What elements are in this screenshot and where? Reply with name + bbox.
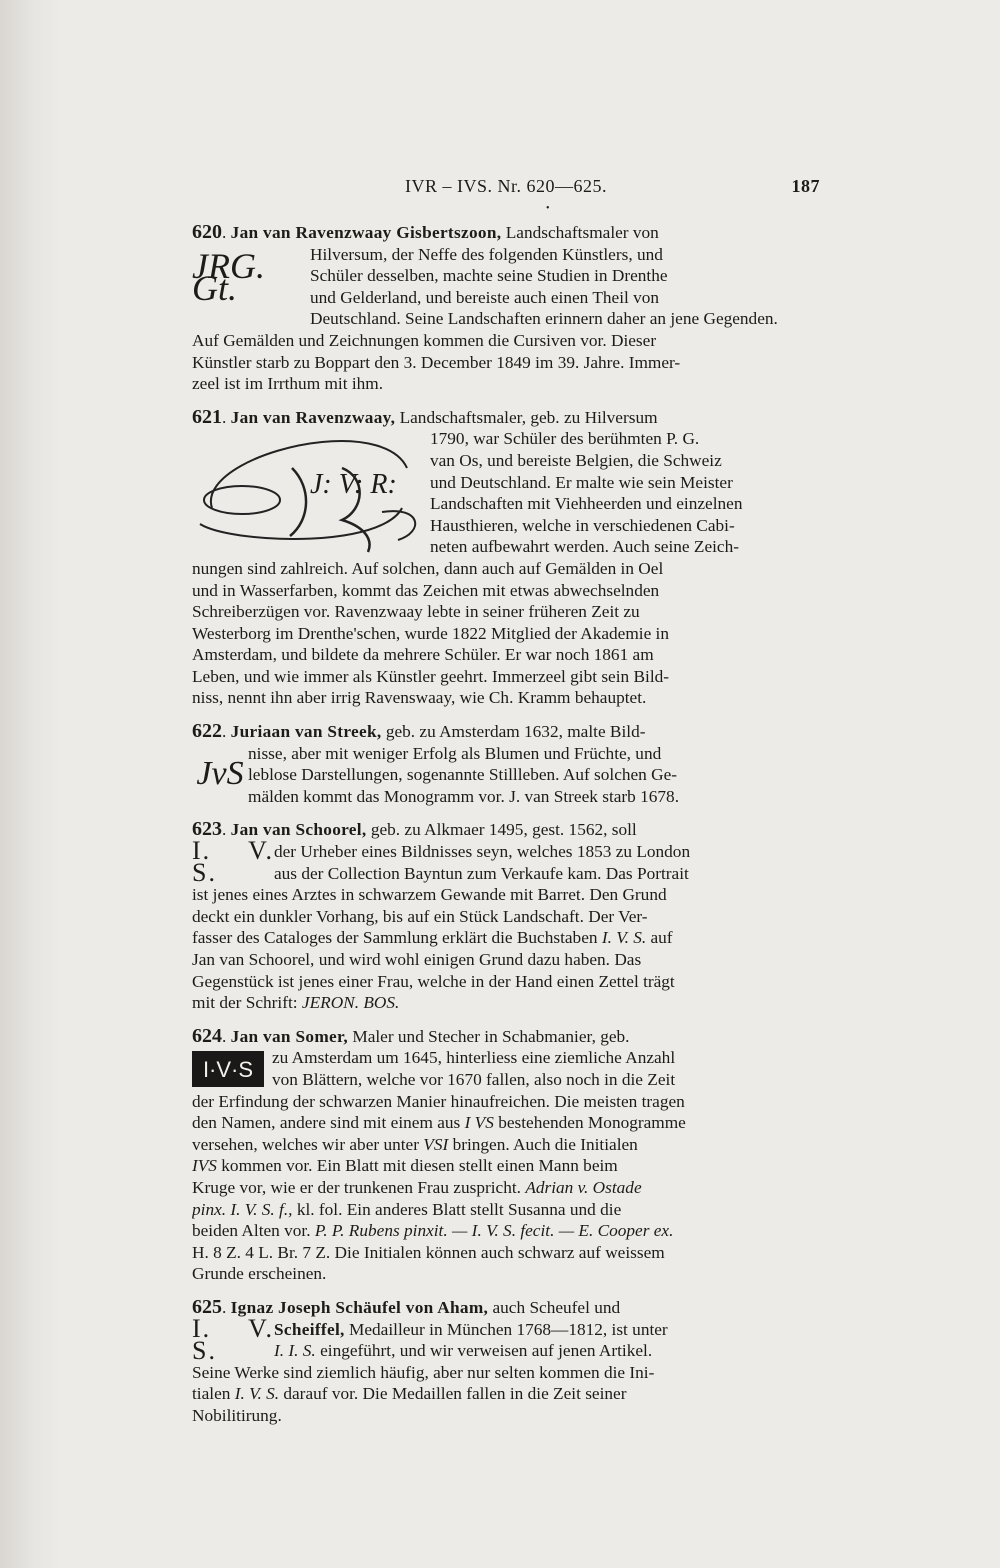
- monogram-signature: JvS: [196, 754, 244, 792]
- entry-625: 625. Ignaz Joseph Schäufel von Aham, auch Scheufel und I. V. S. Scheiffel, Medailleur in München 1768—1812, ist unter I. I. S. eingeführt, und wir verweisen auf jenen Artikel. Seine Werke sind ziemlich häufig, aber nur selten kommen die Ini- tialen I. V. S. darauf vor. Die Medaillen fallen in die Zeit seiner Nobilitirung.: [192, 1296, 668, 1425]
- monogram-621: [192, 428, 430, 556]
- monogram-623: [192, 836, 274, 888]
- entry-620: 620. Jan van Ravenzwaay Gisbertszoon, Landschaftsmaler von JRG. Gt. Hilversum, der Neffe des folgenden Künstlers, und Schüler desselben, machte seine Studien in Drenthe und Gelderland, und bereiste auch einen Theil von Deutschland. Seine Landschaften erinnern daher an jene Gegenden. Auf Gemälden und Zeichnungen kommen die Cursiven vor. Dieser Künstler starb zu Boppart den 3. December 1849 im 39. Jahre. Immer- zeel ist im Irrthum mit ihm.: [192, 222, 778, 394]
- entry-name: Jan van Somer,: [230, 1026, 348, 1046]
- entry-number: 624: [192, 1025, 222, 1047]
- book-spine-shadow: [0, 0, 60, 1568]
- monogram-letters: I·V·S: [202, 1056, 254, 1082]
- header-title: IVR – IVS. Nr. 620—625.: [404, 176, 607, 196]
- monogram-letters: I. V. S.: [192, 1313, 274, 1365]
- entry-name: Ignaz Joseph Schäufel von Aham,: [230, 1297, 489, 1317]
- entry-name: Jan van Ravenzwaay Gisbertszoon,: [230, 223, 502, 242]
- entry-624: 624. Jan van Somer, Maler und Stecher in Schabmanier, geb. I·V·S zu Amsterdam um 1645, hinterliess eine ziemliche Anzahl von Blättern, welche vor 1670 fallen, also noch in die Zeit der Erfindung der schwarzen Manier hinaufreichen. Die meisten tragen den Namen, andere sind mit einem aus I VS bestehenden Monogramme versehen, welches wir aber unter VSI bringen. Auch die Initialen IVS kommen vor. Ein Blatt mit diesen stellt einen Mann beim Kruge vor, wie er der trunkenen Frau zuspricht. Adrian v. Ostade pinx. I. V. S. f., kl. fol. Ein anderes Blatt stellt Susanna und die beiden Alten vor. P. P. Rubens pinxit. — I. V. S. fecit. — E. Cooper ex. H. 8 Z. 4 L. Br. 7 Z. Die Initialen können auch schwarz auf weissem Grunde erscheinen.: [192, 1025, 686, 1284]
- entry-name: Jan van Ravenzwaay,: [230, 407, 396, 427]
- page-number: 187: [791, 176, 820, 196]
- monogram-letters: I. V. S.: [192, 836, 274, 888]
- monogram-620: [192, 246, 310, 310]
- monogram-624: [192, 1051, 264, 1087]
- entry-number: 625: [192, 1296, 222, 1318]
- monogram-622: [192, 743, 248, 805]
- entry-number: 623: [192, 819, 222, 841]
- entry-number: 621: [192, 406, 222, 428]
- entry-623: 623. Jan van Schoorel, geb. zu Alkmaer 1495, gest. 1562, soll I. V. S. der Urheber eines Bildnisses seyn, welches 1853 zu London aus der Collection Bayntun zum Verkaufe kam. Das Portrait ist jenes eines Arztes in schwarzem Gewande mit Barret. Den Grund deckt ein dunkler Vorhang, bis auf ein Stück Landschaft. Der Ver- fasser des Cataloges der Sammlung erklärt die Buchstaben I. V. S. auf Jan van Schoorel, und wird wohl einigen Grund dazu haben. Das Gegenstück ist jenes einer Frau, welche in der Hand einen Zettel trägt mit der Schrift: JERON. BOS.: [192, 819, 691, 1013]
- printer-mark: •: [546, 203, 550, 214]
- entry-621: 621. Jan van Ravenzwaay, Landschaftsmaler, geb. zu Hilversum J: V: R: 1790, war Schüler des berühmten P. G. van Os, und bereiste Belgien, die Schweiz und Deutschland. Er malte wie sein Meister Landschaften mit Viehheerden und einzelnen Hausthieren, welche in verschiedenen Cabi- neten aufbewahrt werden. Auch seine Zeich- nungen sind zahlreich. Auf solchen, dann auch auf Gemälden in Oel und in Wasserfarben, kommt das Zeichen mit etwas abwechselnden Schreiberzügen vor. Ravenzwaay lebte in seiner früheren Zeit zu Westerborg im Drenthe'schen, wurde 1822 Mitglied der Akademie in Amsterdam, und bildete da mehrere Schüler. Er war noch 1861 am Leben, und wie immer als Künstler geehrt. Immerzeel gibt sein Bild- niss, nennt ihn aber irrig Ravenswaay, wie Ch. Kramm behauptet.: [192, 406, 743, 708]
- monogram-signature: JRG. Gt.: [192, 246, 265, 308]
- entry-number: 620: [192, 222, 222, 243]
- monogram-625: [192, 1313, 274, 1365]
- entry-number: 622: [192, 721, 222, 743]
- book-page: [192, 176, 820, 1426]
- entry-name: Jan van Schoorel,: [230, 820, 367, 840]
- running-header: [192, 176, 820, 202]
- entry-622: 622. Juriaan van Streek, geb. zu Amsterdam 1632, malte Bild- JvS nisse, aber mit weniger Erfolg als Blumen und Früchte, und leblose Darstellungen, sogenannte Stillleben. Auf solchen Ge- mälden kommt das Monogramm vor. J. van Streek starb 1678.: [192, 721, 680, 806]
- entry-name: Juriaan van Streek,: [230, 722, 382, 742]
- monogram-letters: J: V: R:: [310, 469, 397, 501]
